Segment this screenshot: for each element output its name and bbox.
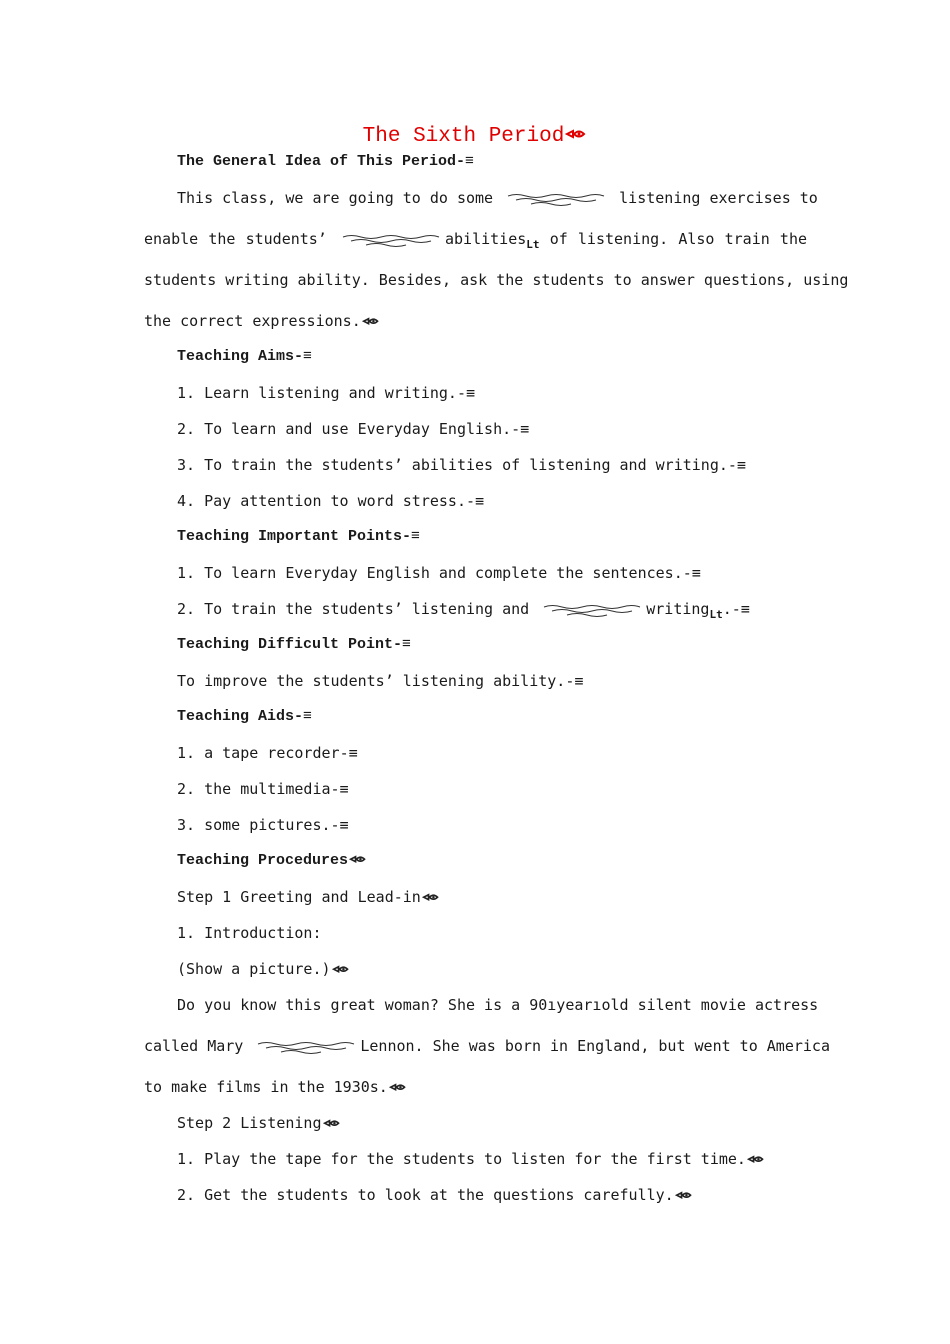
step-2: Step 2 Listening	[177, 1113, 807, 1133]
aids-item-2: 2. the multimedia-≡	[177, 780, 349, 798]
important-points-heading: Teaching Important Points-≡	[177, 528, 421, 545]
listening-item-2: 2. Get the students to look at the questions carefully.	[177, 1185, 807, 1205]
aids-item-1: 1. a tape recorder-≡	[177, 744, 358, 762]
subscript-mark: Lt	[709, 608, 723, 621]
aims-item-2: 2. To learn and use Everyday English.-≡	[177, 420, 530, 438]
teaching-aids-heading: Teaching Aids-≡	[177, 708, 313, 725]
squiggle-underline-icon	[341, 233, 441, 247]
paragraph-mark-icon	[389, 1082, 407, 1094]
squiggle-underline-icon	[506, 192, 606, 206]
paragraph-mark-icon	[349, 854, 367, 866]
difficult-point-text: To improve the students’ listening ability.-≡	[177, 672, 584, 690]
difficult-point-heading: Teaching Difficult Point-≡	[177, 636, 412, 653]
paragraph-mark-icon	[675, 1190, 693, 1202]
important-item-1: 1. To learn Everyday English and complete the sentences.-≡	[177, 564, 701, 582]
listening-item-1: 1. Play the tape for the students to listen for the first time.	[177, 1149, 807, 1169]
paragraph-mark-icon	[747, 1154, 765, 1166]
page-title: The Sixth Period	[0, 124, 950, 150]
subscript-mark: Lt	[526, 238, 540, 251]
aims-item-4: 4. Pay attention to word stress.-≡	[177, 492, 485, 510]
procedures-heading: Teaching Procedures	[177, 851, 807, 871]
paragraph-mark-icon	[565, 128, 587, 142]
general-idea-line-3: students writing ability. Besides, ask the students to answer questions, using	[144, 271, 849, 289]
general-idea-line-4: the correct expressions.	[144, 311, 807, 331]
aims-item-1: 1. Learn listening and writing.-≡	[177, 384, 476, 402]
paragraph-mark-icon	[323, 1118, 341, 1130]
teaching-aims-heading: Teaching Aims-≡	[177, 348, 313, 365]
paragraph-mark-icon	[332, 964, 350, 976]
introduction-label: 1. Introduction:	[177, 924, 322, 942]
general-idea-line-1: This class, we are going to do some listening exercises to	[177, 189, 818, 207]
aids-item-3: 3. some pictures.-≡	[177, 816, 349, 834]
important-item-2: 2. To train the students’ listening and writing$_{Lt}$.-≡	[177, 600, 750, 621]
intro-paragraph-line-1: Do you know this great woman? She is a 90ıyearıold silent movie actress	[177, 996, 819, 1014]
intro-paragraph-line-3: to make films in the 1930s.	[144, 1077, 807, 1097]
step-1: Step 1 Greeting and Lead-in	[177, 887, 807, 907]
aims-item-3: 3. To train the students’ abilities of listening and writing.-≡	[177, 456, 746, 474]
squiggle-underline-icon	[542, 603, 642, 617]
paragraph-mark-icon	[422, 892, 440, 904]
general-idea-line-2: enable the students’ abilities$_{Lt}$ of listening. Also train the	[144, 230, 808, 251]
show-picture: (Show a picture.)	[177, 959, 807, 979]
paragraph-mark-icon	[362, 316, 380, 328]
intro-paragraph-line-2: called Mary Lennon. She was born in England, but went to America	[144, 1037, 830, 1055]
general-idea-heading: The General Idea of This Period-≡	[177, 153, 475, 170]
squiggle-underline-icon	[256, 1040, 356, 1054]
